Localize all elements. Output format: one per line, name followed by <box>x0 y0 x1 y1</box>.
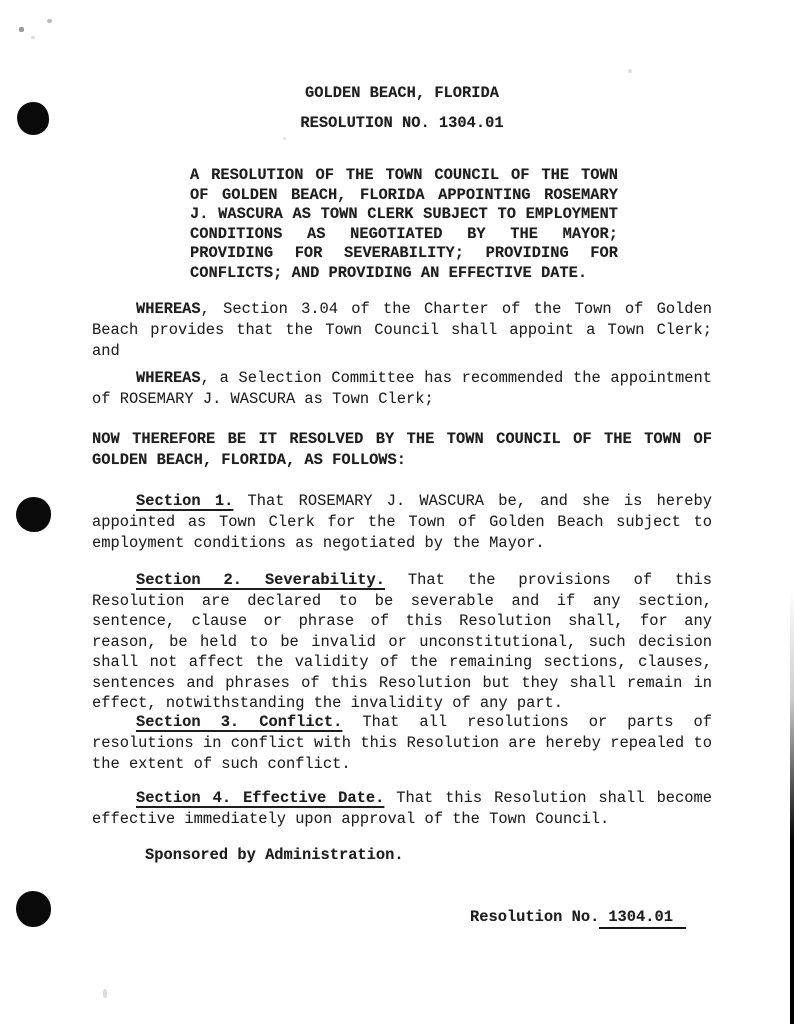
section-paragraph <box>92 570 712 714</box>
whereas-clause <box>92 299 712 362</box>
section-heading-label: Section 2. <box>136 571 243 589</box>
section-body: That all resolutions or parts of resolutions in conflict with this Resolution are hereby repealed to the extent of such conflict. <box>92 713 712 773</box>
section-subheading-label: Effective Date. <box>243 789 385 807</box>
section-body: That ROSEMARY J. WASCURA be, and she is hereby appointed as Town Clerk for the Town of Golden Beach subject to employment conditions as negotiated by the Mayor. <box>92 492 712 552</box>
section-heading <box>136 492 233 510</box>
header-city-line: GOLDEN BEACH, FLORIDA <box>305 84 499 102</box>
section-paragraph <box>92 712 712 775</box>
section-body: That the provisions of this Resolution are declared to be severable and if any section, sentence, clause or phrase of this Resolution shall, for any reason, be held to be invalid or unconstitutional, such decision shall not affect the validity of the remaining sections, clauses, sentences and phrases of this Resolution but they shall remain in effect, notwithstanding the invalidity of any part. <box>92 571 712 712</box>
resolution-title-paragraph: A RESOLUTION OF THE TOWN COUNCIL OF THE TOWN OF GOLDEN BEACH, FLORIDA APPOINTING ROSEMARY J. WASCURA AS TOWN CLERK SUBJECT TO EMPLOYMENT CONDITIONS AS NEGOTIATED BY THE MAYOR; PROVIDING FOR SEVERABILITY; PROVIDING FOR CONFLICTS; AND PROVIDING AN EFFECTIVE DATE. <box>190 166 618 282</box>
section-paragraph <box>92 788 712 830</box>
section-heading-label: Section 4. <box>136 789 232 807</box>
section-heading-label: Section 3. <box>136 713 240 731</box>
scan-edge-line <box>790 590 794 1024</box>
section-heading-label: Section 1. <box>136 492 234 510</box>
document-body <box>92 0 712 1024</box>
footer-value: 1304.01 <box>599 908 686 929</box>
whereas-clause <box>92 368 712 410</box>
whereas-text: , a Selection Committee has recommended the appointment of ROSEMARY J. WASCURA as Town Clerk; <box>92 369 712 408</box>
section-subheading-label: Severability. <box>264 571 386 589</box>
scan-speck <box>31 36 35 39</box>
hole-punch-mark <box>16 497 51 532</box>
hole-punch-mark <box>17 102 49 135</box>
section-subheading-label: Conflict. <box>259 713 343 731</box>
hole-punch-mark <box>16 891 51 927</box>
scan-speck <box>47 19 52 23</box>
section-paragraph <box>92 491 712 554</box>
whereas-text: , Section 3.04 of the Charter of the Town of Golden Beach provides that the Town Council shall appoint a Town Clerk; and <box>92 300 712 360</box>
whereas-label: WHEREAS <box>136 369 201 387</box>
section-heading <box>136 571 385 589</box>
header-resolution-number-line: RESOLUTION NO. 1304.01 <box>300 114 504 132</box>
sponsor-line: Sponsored by Administration. <box>145 846 404 864</box>
section-body: That this Resolution shall become effective immediately upon approval of the Town Council. <box>92 789 712 828</box>
footer-label: Resolution No. <box>470 908 600 926</box>
section-heading <box>136 713 342 731</box>
whereas-label: WHEREAS <box>136 300 201 318</box>
footer-resolution-number <box>470 907 686 928</box>
scan-speck <box>19 27 24 32</box>
resolved-clause: NOW THEREFORE BE IT RESOLVED BY THE TOWN COUNCIL OF THE TOWN OF GOLDEN BEACH, FLORIDA, AS FOLLOWS: <box>92 430 712 469</box>
section-heading <box>136 789 384 807</box>
